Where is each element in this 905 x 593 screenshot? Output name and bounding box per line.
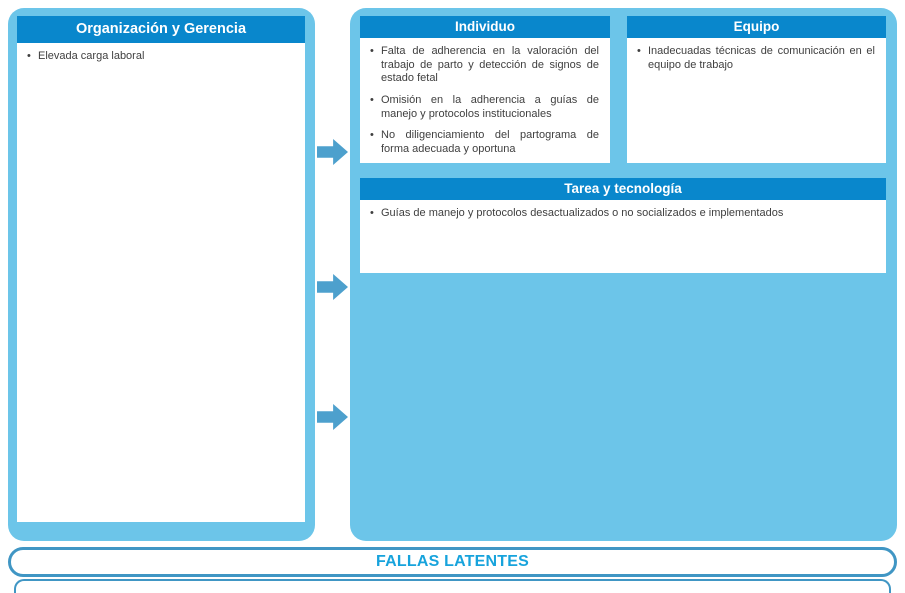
equipo-box <box>627 16 886 163</box>
right-arrow-icon <box>317 404 348 430</box>
list-item: • Guías de manejo y protocolos desactualizados o no socializados e implementados <box>370 207 875 221</box>
individuo-header: Individuo <box>360 16 610 38</box>
list-item: • Omisión en la adherencia a guías de manejo y protocolos institucionales <box>370 94 599 121</box>
tarea-tecnologia-header: Tarea y tecnología <box>360 178 886 200</box>
next-banner-edge <box>14 579 891 593</box>
individuo-box <box>360 16 610 163</box>
list-item: • Inadecuadas técnicas de comunicación en el equipo de trabajo <box>637 45 875 72</box>
individuo-list <box>360 38 610 156</box>
equipo-list <box>627 38 886 72</box>
equipo-header: Equipo <box>627 16 886 38</box>
tarea-tecnologia-list <box>360 200 886 221</box>
list-item: • Falta de adherencia en la valoración del trabajo de parto y detección de signos de estado fetal <box>370 45 599 86</box>
right-arrow-icon <box>317 139 348 165</box>
list-item: • Elevada carga laboral <box>27 50 294 64</box>
fallas-latentes-label: FALLAS LATENTES <box>376 553 529 570</box>
organizacion-gerencia-list <box>17 43 305 64</box>
fallas-latentes-banner <box>8 547 897 577</box>
latent-failures-panel <box>350 8 897 541</box>
tarea-tecnologia-box <box>360 178 886 273</box>
right-arrow-icon <box>317 274 348 300</box>
organizacion-gerencia-header: Organización y Gerencia <box>17 16 305 43</box>
organizacion-gerencia-box <box>17 16 305 522</box>
organizacion-gerencia-panel <box>8 8 315 541</box>
list-item: • No diligenciamiento del partograma de forma adecuada y oportuna <box>370 129 599 156</box>
